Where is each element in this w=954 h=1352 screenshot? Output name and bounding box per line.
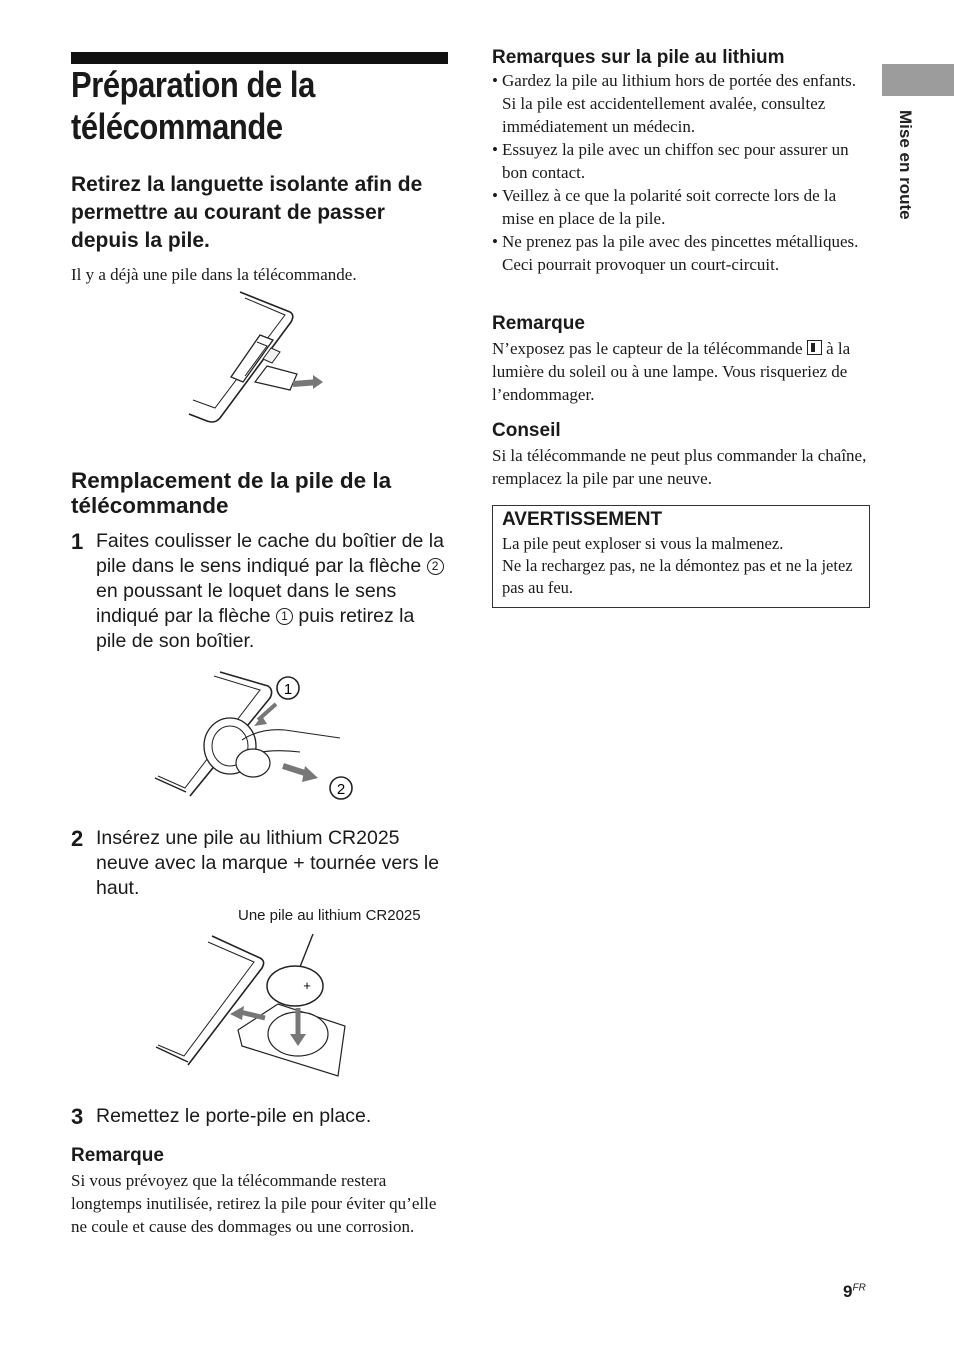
left-note-block — [71, 1145, 439, 1238]
figure-label-2: 2 — [336, 781, 346, 798]
remote-pull-tab-illustration — [185, 290, 335, 430]
warning-heading: AVERTISSEMENT — [502, 509, 663, 530]
page-number-value: 9 — [843, 1282, 853, 1301]
step-2 — [71, 826, 447, 901]
page-number — [843, 1282, 866, 1302]
right-note-text-a: N’exposez pas le capteur de la télécommande — [492, 339, 807, 358]
battery-caption: Une pile au lithium CR2025 — [238, 907, 421, 924]
step-2-number: 2 — [71, 826, 84, 851]
step-1-text-c: puis retirez la pile de son boîtier. — [96, 605, 415, 652]
left-note-heading: Remarque — [71, 1145, 164, 1166]
step-1 — [71, 529, 447, 654]
right-note-heading: Remarque — [492, 313, 585, 334]
step-3-number: 3 — [71, 1104, 84, 1129]
tip-block — [492, 420, 870, 490]
list-item: • Ne prenez pas la pile avec des pincettes métalliques. Ceci pourrait provoquer un court-circuit. — [492, 230, 872, 276]
left-note-text: Si vous prévoyez que la télécommande restera longtemps inutilisée, retirez la pile pour éviter qu’elle ne coule et cause des dommages ou une corrosion. — [71, 1171, 437, 1236]
insert-battery-illustration — [150, 930, 360, 1090]
arrow-marker-1: 1 — [276, 608, 293, 625]
replacement-heading: Remplacement de la pile de la télécommande — [71, 468, 392, 518]
step-1-text-b: en poussant le loquet dans le sens indiqué par la flèche — [96, 580, 397, 627]
remote-sensor-icon — [807, 340, 822, 355]
warning-line-1: La pile peut exploser si vous la malmenez. — [502, 534, 784, 553]
title-rule — [71, 52, 448, 64]
section-tab-marker — [882, 64, 954, 96]
right-note-block — [492, 313, 870, 406]
step-1-text — [96, 529, 447, 654]
list-item: • Veillez à ce que la polarité soit correcte lors de la mise en place de la pile. — [492, 184, 872, 230]
intro-heading: Retirez la languette isolante afin de permettre au courant de passer depuis la pile. — [71, 173, 423, 252]
lithium-notes-heading: Remarques sur la pile au lithium — [492, 47, 785, 68]
page-title: Préparation de la télécommande — [71, 64, 315, 147]
list-item: • Gardez la pile au lithium hors de portée des enfants. Si la pile est accidentellement avalée, consultez immédiatement un médecin. — [492, 69, 872, 138]
page-number-suffix: FR — [852, 1282, 866, 1294]
intro-text: Il y a déjà une pile dans la télécommande. — [71, 265, 357, 284]
right-note-text — [492, 337, 870, 406]
list-item: • Essuyez la pile avec un chiffon sec pour assurer un bon contact. — [492, 138, 872, 184]
tip-heading: Conseil — [492, 420, 561, 441]
warning-line-2: Ne la rechargez pas, ne la démontez pas et ne la jetez pas au feu. — [502, 556, 853, 597]
intro-block — [71, 171, 456, 286]
step-3 — [71, 1104, 447, 1129]
section-tab-label: Mise en route — [896, 110, 915, 220]
battery-plus-mark: + — [303, 978, 311, 993]
warning-box — [492, 505, 870, 608]
remove-battery-holder-illustration — [150, 668, 360, 808]
arrow-marker-2: 2 — [427, 558, 444, 575]
lithium-notes-block — [492, 47, 872, 276]
tip-text: Si la télécommande ne peut plus commander la chaîne, remplacez la pile par une neuve. — [492, 446, 867, 488]
figure-label-1: 1 — [283, 681, 293, 698]
step-1-text-a: Faites coulisser le cache du boîtier de la pile dans le sens indiqué par la flèche — [96, 530, 444, 577]
right-note-text-b: à la lumière du soleil ou à une lampe. Vous risqueriez de l’endommager. — [492, 339, 851, 404]
step-1-number: 1 — [71, 529, 84, 554]
step-2-text: Insérez une pile au lithium CR2025 neuve avec la marque + tournée vers le haut. — [96, 827, 440, 899]
step-3-text: Remettez le porte-pile en place. — [96, 1105, 372, 1127]
lithium-notes-list — [492, 69, 872, 276]
